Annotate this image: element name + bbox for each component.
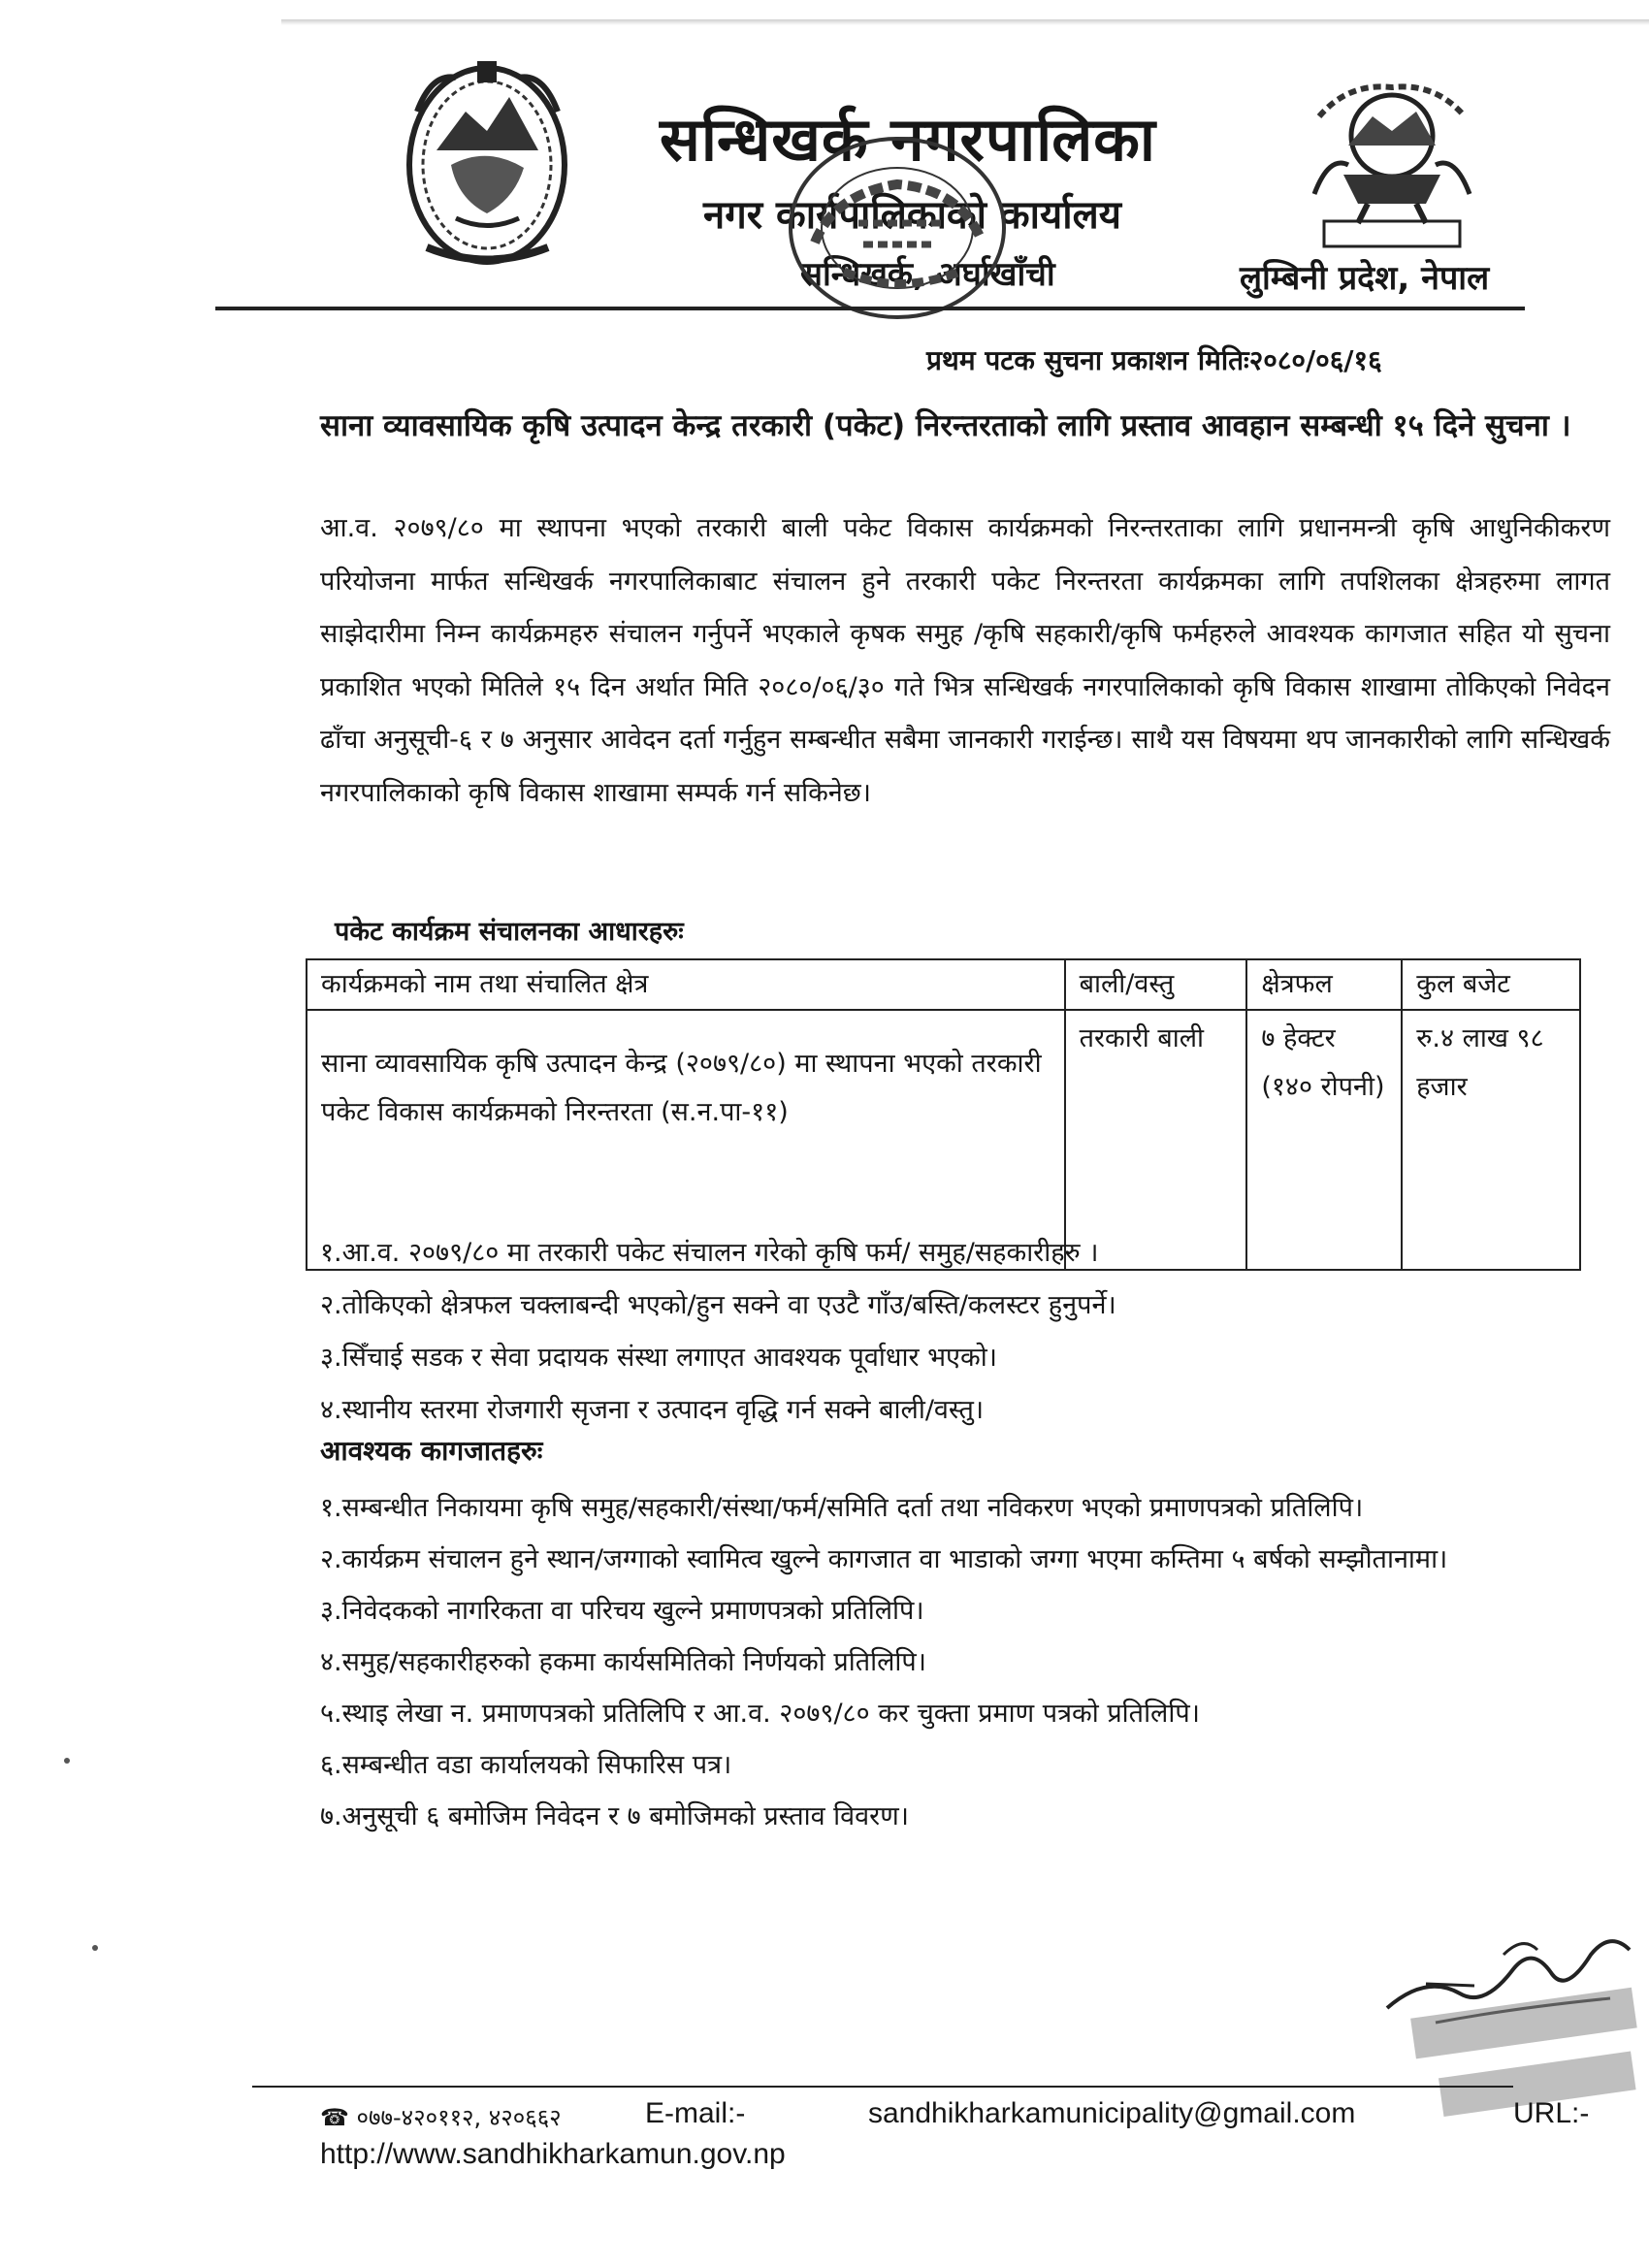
column-header-crop: बाली/वस्तु xyxy=(1065,959,1247,1010)
scan-speck xyxy=(92,1945,98,1951)
scan-edge xyxy=(281,19,1649,25)
list-item: ५.स्थाइ लेखा न. प्रमाणपत्रको प्रतिलिपि र आ.व. २०७९/८० कर चुक्ता प्रमाण पत्रको प्रतिलिपि। xyxy=(320,1699,1200,1729)
cell-program: साना व्यावसायिक कृषि उत्पादन केन्द्र (२०७९/८०) मा स्थापना भएको तरकारी पकेट विकास कार्यक्रमको निरन्तरता (स.न.पा-११) xyxy=(307,1010,1065,1270)
list-item: १.आ.व. २०७९/८० मा तरकारी पकेट संचालन गरेको कृषि फर्म/ समुह/सहकारीहरु । xyxy=(320,1238,1099,1268)
list-item: ३.निवेदकको नागरिकता वा परिचय खुल्ने प्रमाणपत्रको प्रतिलिपि। xyxy=(320,1596,924,1626)
email-label: E-mail:- xyxy=(645,2097,746,2129)
list-item: २.तोकिएको क्षेत्रफल चक्लाबन्दी भएको/हुन सक्ने वा एउटै गाँउ/बस्ति/कलस्टर हुनुपर्ने। xyxy=(320,1290,1116,1320)
url-label: URL:- xyxy=(1513,2097,1590,2129)
email-address[interactable]: sandhikharkamunicipality@gmail.com xyxy=(868,2097,1356,2129)
column-header-area: क्षेत्रफल xyxy=(1246,959,1402,1010)
cell-crop: तरकारी बाली xyxy=(1065,1010,1247,1270)
province-name: लुम्बिनी प्रदेश, नेपाल xyxy=(1240,259,1490,298)
website-url[interactable]: http://www.sandhikharkamun.gov.np xyxy=(320,2138,786,2170)
scan-speck xyxy=(64,1758,70,1764)
notice-body: आ.व. २०७९/८० मा स्थापना भएको तरकारी बाली पकेट विकास कार्यक्रमको निरन्तरताका लागि प्रधानमन्त्री कृषि आधुनिकीकरण परियोजना मार्फत सन्धिखर्क नगरपालिकाबाट संचालन हुने तरकारी पकेट निरन्तरता कार्यक्रमका लागि तपशिलका क्षेत्रहरुमा लागत साझेदारीमा निम्न कार्यक्रमहरु संचालन गर्नुपर्ने भएकाले कृषक समुह /कृषि सहकारी/कृषि फर्महरुले आवश्यक कागजात सहित यो सुचना प्रकाशित भएको मितिले १५ दिन अर्थात मिति २०८०/०६/३० गते भित्र सन्धिखर्क नगरपालिकाको कृषि विकास शाखामा तोकिएको निवेदन ढाँचा अनुसूची-६ र ७ अनुसार आवेदन दर्ता गर्नुहुन सम्बन्धीत सबैमा जानकारी गराईन्छ। साथै यस विषयमा थप जानकारीको लागि सन्धिखर्क नगरपालिकाको कृषि विकास शाखामा सम्पर्क गर्न सकिनेछ। xyxy=(320,513,1610,808)
list-item: ६.सम्बन्धीत वडा कार्यालयको सिफारिस पत्र। xyxy=(320,1750,732,1780)
table-title: पकेट कार्यक्रम संचालनका आधारहरुः xyxy=(335,917,684,947)
column-header-program: कार्यक्रमको नाम तथा संचालित क्षेत्र xyxy=(307,959,1065,1010)
cell-budget: रु.४ लाख ९८ हजार xyxy=(1402,1010,1580,1270)
office-seal-stamp xyxy=(776,126,1028,330)
municipality-title: सन्धिखर्क नगरपालिका xyxy=(660,104,1156,175)
header-divider xyxy=(215,307,1525,310)
list-item: ३.सिँचाई सडक र सेवा प्रदायक संस्था लगाएत आवश्यक पूर्वाधार भएको। xyxy=(320,1343,997,1373)
list-item: ४.स्थानीय स्तरमा रोजगारी सृजना र उत्पादन वृद्धि गर्न सक्ने बाली/वस्तु। xyxy=(320,1395,985,1425)
publication-date: प्रथम पटक सुचना प्रकाशन मितिः२०८०/०६/१६ xyxy=(926,344,1382,376)
criteria-list xyxy=(320,1227,1116,1437)
table-header-row xyxy=(307,959,1580,1010)
list-item: ७.अनुसूची ६ बमोजिम निवेदन र ७ बमोजिमको प्रस्ताव विवरण। xyxy=(320,1801,909,1831)
program-table xyxy=(306,958,1581,1271)
cell-area: ७ हेक्टर (१४० रोपनी) xyxy=(1246,1010,1402,1270)
list-item: १.सम्बन्धीत निकायमा कृषि समुह/सहकारी/संस्था/फर्म/समिति दर्ता तथा नविकरण भएको प्रमाणपत्रको प्रतिलिपि। xyxy=(320,1493,1364,1523)
telephone-icon: ☎ xyxy=(320,2104,349,2131)
office-address: सन्धिखर्क, अर्घाखाँची xyxy=(800,255,1055,294)
phone-number: ०७७-४२०११२, ४२०६६२ xyxy=(356,2104,562,2131)
list-item: ४.समुह/सहकारीहरुको हकमा कार्यसमितिको निर्णयको प्रतिलिपि। xyxy=(320,1647,926,1677)
footer-phone xyxy=(320,2101,562,2133)
municipality-logo xyxy=(1290,78,1494,257)
notice-subject: साना व्यावसायिक कृषि उत्पादन केन्द्र तरकारी (पकेट) निरन्तरताको लागि प्रस्ताव आवहान सम्बन्धी १५ दिने सुचना । xyxy=(320,408,1571,443)
documents-heading: आवश्यक कागजातहरुः xyxy=(320,1435,543,1467)
column-header-budget: कुल बजेट xyxy=(1402,959,1580,1010)
list-item: २.कार्यक्रम संचालन हुने स्थान/जग्गाको स्वामित्व खुल्ने कागजात वा भाडाको जग्गा भएमा कम्तिमा ५ बर्षको सम्झौतानामा। xyxy=(320,1544,1448,1574)
footer-divider xyxy=(252,2086,1513,2088)
office-name: नगर कार्यपालिकाको कार्यालय xyxy=(703,193,1121,238)
documents-list xyxy=(320,1484,1581,1844)
nepal-emblem-logo xyxy=(398,53,577,272)
